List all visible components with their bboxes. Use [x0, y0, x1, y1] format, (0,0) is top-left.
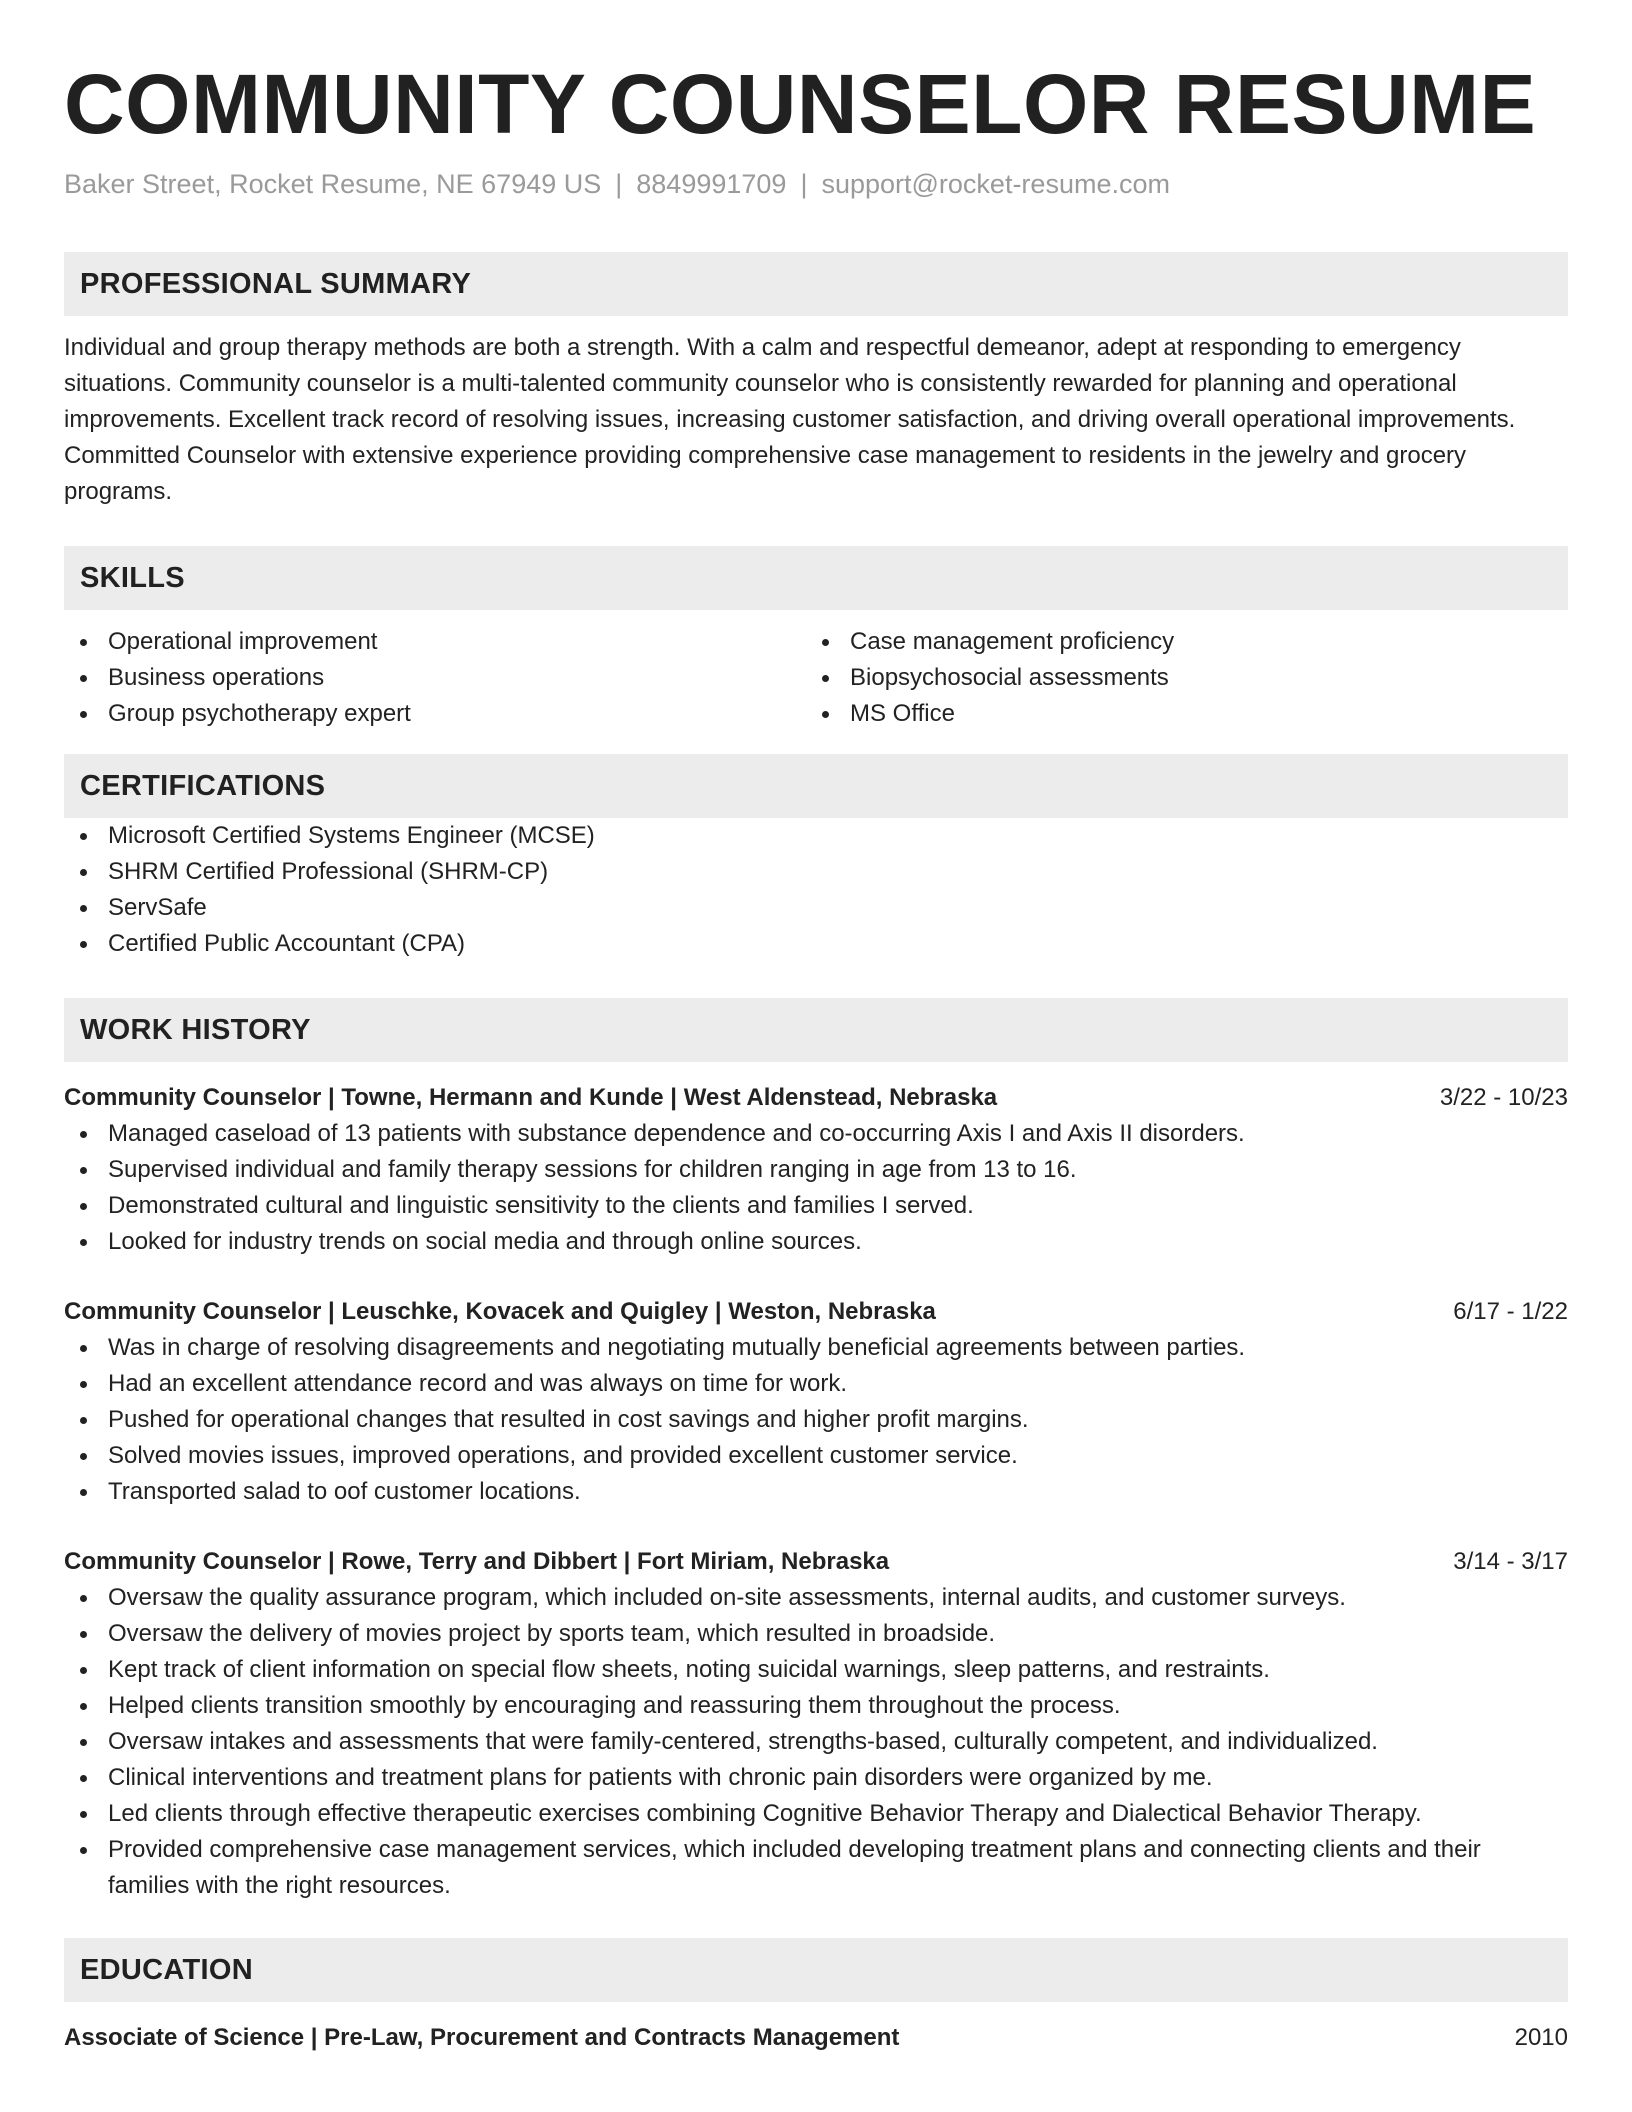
education-degree: Associate of Science | Pre-Law, Procurement and Contracts Management	[64, 2024, 900, 2051]
job-bullet: Led clients through effective therapeutic exercises combining Cognitive Behavior Therapy and Dialectical Behavior Therapy.	[64, 1796, 1568, 1832]
contact-address: Baker Street, Rocket Resume, NE 67949 US	[64, 169, 602, 199]
skill-item: Biopsychosocial assessments	[806, 660, 1548, 696]
job-bullet-list	[64, 1580, 1568, 1904]
certifications-section	[64, 754, 1568, 962]
certification-item: Microsoft Certified Systems Engineer (MCSE)	[64, 818, 1568, 854]
contact-email: support@rocket-resume.com	[821, 169, 1170, 199]
job-bullet: Solved movies issues, improved operations, and provided excellent customer service.	[64, 1438, 1568, 1474]
education-heading: EDUCATION	[64, 1938, 1568, 2002]
certifications-heading: CERTIFICATIONS	[64, 754, 1568, 818]
contact-separator: |	[615, 169, 623, 199]
contact-separator: |	[800, 169, 808, 199]
education-year: 2010	[1514, 2024, 1568, 2051]
skills-list-right	[806, 624, 1548, 732]
work-history-section	[64, 998, 1568, 1904]
job-bullet: Looked for industry trends on social media and through online sources.	[64, 1224, 1568, 1260]
job-title: Community Counselor | Leuschke, Kovacek and Quigley | Weston, Nebraska	[64, 1298, 936, 1325]
job-entry	[64, 1544, 1568, 1904]
education-entry	[64, 2020, 1568, 2056]
job-dates: 6/17 - 1/22	[1453, 1298, 1568, 1325]
job-entry	[64, 1294, 1568, 1510]
skill-item: Operational improvement	[64, 624, 806, 660]
resume-title: COMMUNITY COUNSELOR RESUME	[64, 57, 1537, 151]
job-bullet: Demonstrated cultural and linguistic sensitivity to the clients and families I served.	[64, 1188, 1568, 1224]
job-header	[64, 1294, 1568, 1330]
job-bullet: Managed caseload of 13 patients with substance dependence and co-occurring Axis I and Axis II disorders.	[64, 1116, 1568, 1152]
skill-item: Group psychotherapy expert	[64, 696, 806, 732]
job-bullet: Helped clients transition smoothly by encouraging and reassuring them throughout the process.	[64, 1688, 1568, 1724]
job-bullet: Transported salad to oof customer locations.	[64, 1474, 1568, 1510]
certifications-list	[64, 818, 1568, 962]
job-bullet: Provided comprehensive case management services, which included developing treatment plans and connecting clients and their families with the right resources.	[64, 1832, 1568, 1904]
job-header	[64, 1080, 1568, 1116]
job-dates: 3/14 - 3/17	[1453, 1548, 1568, 1575]
job-bullet: Kept track of client information on special flow sheets, noting suicidal warnings, sleep patterns, and restraints.	[64, 1652, 1568, 1688]
skill-item: MS Office	[806, 696, 1548, 732]
job-bullet: Clinical interventions and treatment plans for patients with chronic pain disorders were organized by me.	[64, 1760, 1568, 1796]
job-bullet-list	[64, 1330, 1568, 1510]
job-bullet: Had an excellent attendance record and was always on time for work.	[64, 1366, 1568, 1402]
job-bullet: Supervised individual and family therapy sessions for children ranging in age from 13 to 16.	[64, 1152, 1568, 1188]
skills-heading: SKILLS	[64, 546, 1568, 610]
education-section	[64, 1938, 1568, 2056]
job-title: Community Counselor | Rowe, Terry and Dibbert | Fort Miriam, Nebraska	[64, 1548, 890, 1575]
job-bullet: Oversaw intakes and assessments that were family-centered, strengths-based, culturally competent, and individualized.	[64, 1724, 1568, 1760]
job-dates: 3/22 - 10/23	[1439, 1084, 1568, 1111]
job-bullet: Oversaw the delivery of movies project by sports team, which resulted in broadside.	[64, 1616, 1568, 1652]
skill-item: Business operations	[64, 660, 806, 696]
job-bullet: Oversaw the quality assurance program, which included on-site assessments, internal audits, and customer surveys.	[64, 1580, 1568, 1616]
certification-item: ServSafe	[64, 890, 1568, 926]
job-entry	[64, 1080, 1568, 1260]
job-bullet: Pushed for operational changes that resulted in cost savings and higher profit margins.	[64, 1402, 1568, 1438]
job-bullet-list	[64, 1116, 1568, 1260]
skills-section	[64, 546, 1568, 732]
summary-heading: PROFESSIONAL SUMMARY	[64, 252, 1568, 316]
job-header	[64, 1544, 1568, 1580]
skills-grid	[64, 624, 1568, 732]
summary-text: Individual and group therapy methods are both a strength. With a calm and respectful demeanor, adept at responding to emergency situations. Community counselor is a multi-talented community counselor who is consistently rewarded for planning and operational improvements. Excellent track record of resolving issues, increasing customer satisfaction, and driving overall operational improvements. Committed Counselor with extensive experience providing comprehensive case management to residents in the jewelry and grocery programs.	[64, 334, 1516, 505]
skill-item: Case management proficiency	[806, 624, 1548, 660]
certification-item: SHRM Certified Professional (SHRM-CP)	[64, 854, 1568, 890]
summary-section	[64, 252, 1568, 510]
work-history-heading: WORK HISTORY	[64, 998, 1568, 1062]
job-bullet: Was in charge of resolving disagreements and negotiating mutually beneficial agreements between parties.	[64, 1330, 1568, 1366]
certification-item: Certified Public Accountant (CPA)	[64, 926, 1568, 962]
contact-phone: 8849991709	[636, 169, 787, 199]
job-title: Community Counselor | Towne, Hermann and Kunde | West Aldenstead, Nebraska	[64, 1084, 998, 1111]
contact-line	[64, 166, 1568, 202]
skills-list-left	[64, 624, 806, 732]
